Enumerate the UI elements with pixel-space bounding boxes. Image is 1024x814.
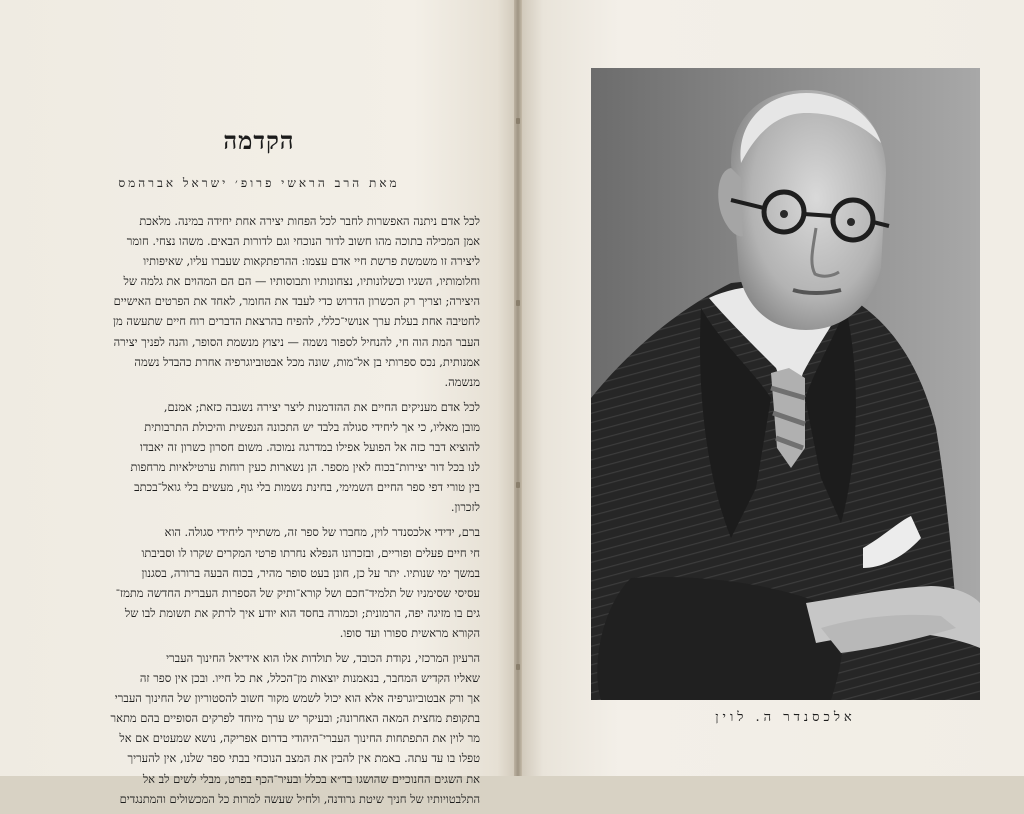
text-line: העבר המת הוה חי, להנחיל לספור נשמה — ניצוץ מנשמת הסופר, והנה לפניך יצירה (113, 334, 480, 349)
text-line: מר לוין את התפתחות החינוך העברי־היהודי בדרום אפריקה, נושא שמעטים אם אל (119, 731, 480, 746)
text-line: אמן המכילה בתוכה מהו חשוב לדור הנוכחי וגם לדורות הבאים. משהו נצחי. חומר (126, 234, 480, 249)
book-gutter (514, 0, 522, 776)
text-line: היצירה; וצריך רק הכשרון הדרוש כדי לעבד את החומר, לאחד את הפרטים האישיים (113, 294, 480, 309)
text-line: לכל אדם ניתנה האפשרות לחבר לכל הפחות יצירה אחת יחידה במינה. מלאכת (139, 214, 480, 228)
text-line: את השגים החנוכיים שהושגו בד״א בכלל ובעיר־הכף בפרט, מבלי לשים לב אל (142, 771, 480, 786)
text-line: מנשמה. (444, 374, 480, 389)
text-line: הרעיון המרכזי, נקודת הכובד, של תולדות אלו הוא אידיאל החינוך העברי (166, 650, 480, 665)
text-line: שאליו הקדיש המחבר, בנאמנות יוצאות מן־הכלל, את כל חייו. ובכן אין ספר זה (139, 671, 480, 686)
text-line: לכל אדם מעניקים החיים את ההזדמנות ליצר יצירה נשגבה כזאת; אמנם, (163, 399, 480, 414)
text-line: לנו בכל דור יצירות־בכוח לאין מספר. הן נשארות כעין רוחות ערטילאיות מרחפות (130, 460, 480, 475)
text-line: בין טורי דפי ספר החיים השמימי, בחינת נשמות בלי גוף, מעשים בלי גואל־בכתב (134, 480, 480, 495)
text-line: גים בו מזיגה יפה, הרמונית; וכמורה בחסד הוא יודע איך לרתק את תשומת לבו של (124, 605, 480, 620)
text-line: אמנותית, נכס ספרותי בן אל־מות, שונה מכל אבטוביוגרפיה אחרת כהבדל נשמה (134, 354, 480, 369)
binding-stitch (516, 118, 520, 124)
text-line: עסיסי שסימניו של תלמיד־חכם ושל קורא־ותיק של הספרות העברית החדשה מתמז־ (115, 585, 480, 600)
text-line: ליצירה זו משמשת פרשת חיי אדם עצמו: ההרפתקאות שעברו עליו, שאיפותיו (143, 254, 480, 269)
byline: מאת הרב הראשי פרופ׳ ישראל אברהמס (118, 176, 400, 190)
photo-caption: אלכסנדר ה. לוין (715, 710, 856, 725)
body-text (38, 211, 480, 814)
binding-stitch (516, 482, 520, 488)
body-paragraph (38, 397, 480, 518)
binding-stitch (516, 664, 520, 670)
text-line: לחטיבה אחת בעלת ערך אנושי־כללי, להפיח בהרצאת הדברים רוח חיים שתעשה מן (113, 314, 480, 329)
portrait-photo (591, 68, 980, 700)
text-line: התלבטויותיו של חניך שיטת גרודנה, ולחיל שעשה למרות כל המכשולים והמתנגדים (119, 791, 480, 806)
text-line: להוציא דבר כזה אל הפועל אפילו במדרגה נמוכה. משום חסרון כשרון זה יאבדו (140, 440, 480, 455)
text-line: ברם, ידידי אלכסנדר לוין, מחברו של ספר זה, משתייך ליחידי סגולה. הוא (164, 525, 480, 540)
text-line: במשך ימי שנותיו. יתר על כן, חונן בעט סופר מהיר, בכוח הבעה ברורה, בסגנון (141, 565, 480, 580)
text-line: טפלו בו עד עתה. באמת אין להבין את המצב הנוכחי בבתי ספר שלנו, אין להעריך (127, 751, 480, 766)
body-paragraph (38, 522, 480, 643)
text-line: וחלומותיו, השגיו וכשלונותיו, נצחונותיו ותבוסותיו — הם הם המהוים את גלמה של (123, 274, 480, 289)
body-paragraph (38, 211, 480, 392)
binding-stitch (516, 300, 520, 306)
text-line: מובן מאליו, כי אך ליחידי סגולה בלבד יש התכונה הנפשית והיכולת התרבותית (144, 419, 480, 434)
text-line: בתקופת מחצית המאה האחרונה; ובעיקר יש ערך מיוחד לפרקים הסופיים בהם מתאר (110, 711, 480, 726)
page-heading: הקדמה (223, 126, 295, 155)
text-line: אך ורק אבטוביוגרפיה אלא הוא יכול לשמש מקור חשוב להסטוריון של החינוך העברי (114, 691, 480, 706)
text-line: לזכרון. (450, 500, 480, 515)
body-paragraph (38, 648, 480, 809)
text-line: חי חיים פעלים ופוריים, ובזכרונו הנפלא נחרתו פרטי המקרים שקרו לו וסביבתו (141, 545, 480, 560)
text-line: הקורא מראשית ספורו ועד סופו. (339, 625, 480, 640)
